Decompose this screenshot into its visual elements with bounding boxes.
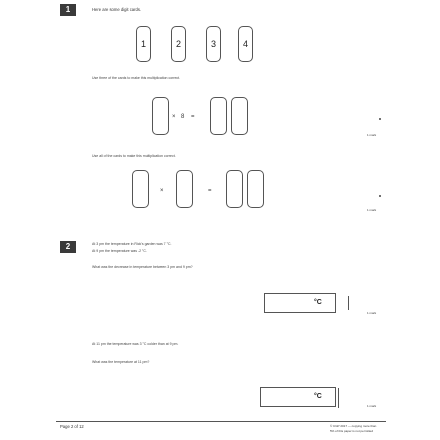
q1b-equals: = [208,188,212,194]
q1-intro: Here are some digit cards. [92,7,142,12]
question-number-2: 2 [60,241,76,253]
q2b-question: What was the temperature at 11 pm? [92,360,150,364]
q1a-card-slot-1[interactable] [152,97,169,135]
q1b-times: × [160,188,164,194]
footer-copyright-line-2: 5% of this paper is not permitted [330,429,374,433]
q2a-margin-rule [348,296,349,310]
q1b-card-slot-2[interactable] [176,170,193,208]
q1a-equals: = [191,114,195,120]
q2b-unit: °C [314,393,322,400]
digit-card-3-value: 3 [210,39,216,49]
q1b-answer-dot [379,195,381,197]
q2a-mark: 1 mark [367,311,377,315]
q2b-answer-box[interactable] [260,387,336,407]
q2a-unit: °C [314,299,322,306]
q1a-mark: 1 mark [367,133,377,137]
q1b-card-slot-1[interactable] [132,170,149,208]
q1a-card-slot-2[interactable] [210,97,227,135]
digit-card-4-value: 4 [242,39,248,49]
q2b-margin-rule [338,388,339,408]
digit-card-4 [238,26,253,62]
q2a-answer-box[interactable] [264,293,336,313]
q1b-card-slot-3[interactable] [226,170,243,208]
q2b-stem: At 11 pm the temperature was 3 °C colder than at 9 pm. [92,342,179,346]
question-number-1: 1 [60,4,76,16]
q2-stem-line-2: At 9 pm the temperature was -2 °C. [92,249,147,253]
digit-card-1 [136,26,151,62]
q2-stem-line-1: At 3 pm the temperature in Rick's garden was 7 °C. [92,242,172,246]
digit-card-2 [171,26,186,62]
q1a-card-slot-3[interactable] [231,97,248,135]
q1a-instruction: Use three of the cards to make this multiplication correct. [92,76,181,80]
digit-card-1-value: 1 [140,39,146,49]
footer-copyright-line-1: © CGP 2017 — copying more than [330,424,377,428]
q1a-times: × [172,114,176,120]
q1b-card-slot-4[interactable] [247,170,264,208]
q1a-multiplier: 8 [181,114,185,120]
q2b-mark: 1 mark [367,404,377,408]
q1b-mark: 1 mark [367,208,377,212]
q2a-question: What was the decrease in temperature between 3 pm and 9 pm? [92,265,193,269]
digit-card-2-value: 2 [175,39,181,49]
footer-page-number: Page 2 of 12 [60,424,84,429]
q1b-instruction: Use all of the cards to make this multiplication correct. [92,154,176,158]
footer-rule [56,421,386,422]
digit-card-3 [206,26,221,62]
q1a-answer-dot [379,118,381,120]
